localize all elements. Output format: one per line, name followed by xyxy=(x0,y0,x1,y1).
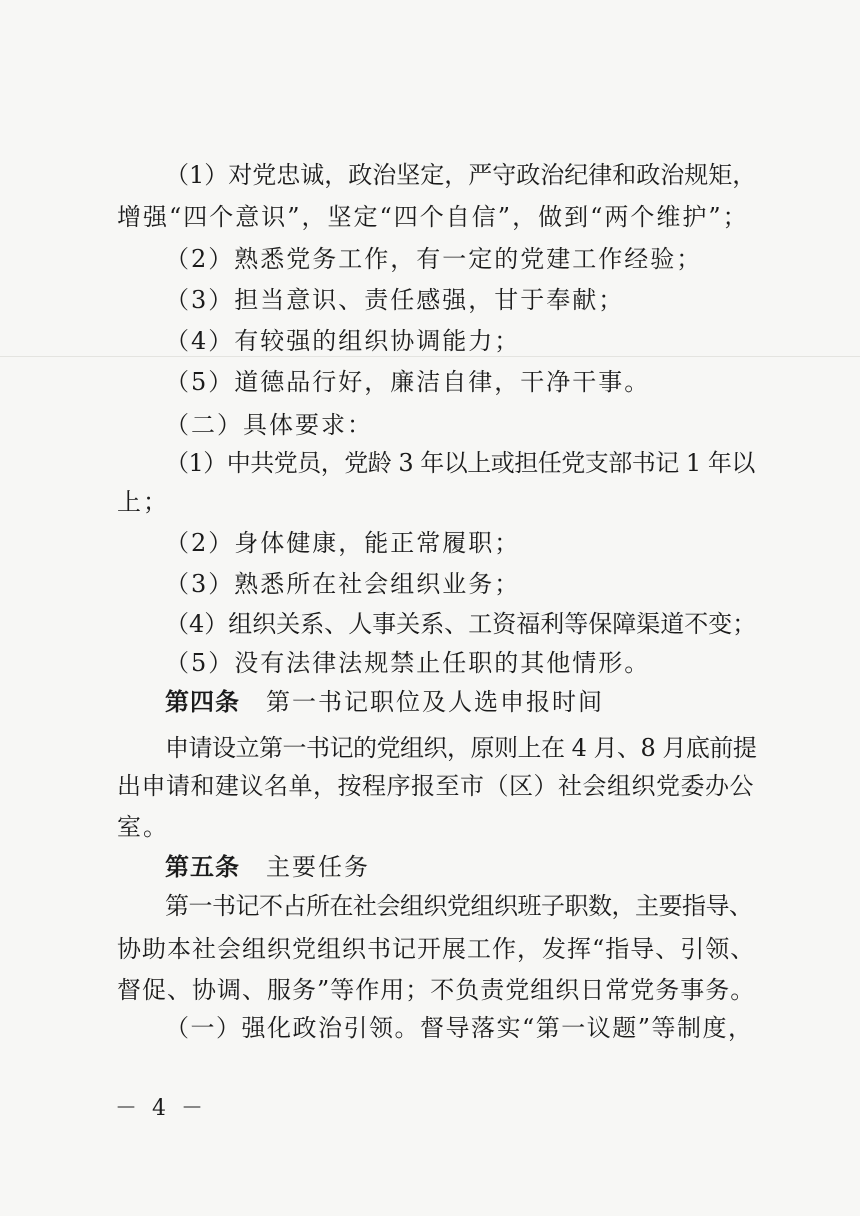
paragraph-line: 室。 xyxy=(117,813,169,841)
paragraph-line: 督促、协调、服务”等作用；不负责党组织日常党务事务。 xyxy=(117,976,756,1004)
paragraph-line: （5）没有法律法规禁止任职的其他情形。 xyxy=(165,649,651,677)
paragraph-line: 协助本社会组织党组织书记开展工作，发挥“指导、引领、 xyxy=(117,935,756,963)
paragraph-line: 第一书记不占所在社会组织党组织班子职数，主要指导、 xyxy=(165,892,753,920)
article-5-title: 主要任务 xyxy=(266,853,370,881)
paragraph-line: （5）道德品行好，廉洁自律，干净干事。 xyxy=(165,368,651,396)
article-4-title: 第一书记职位及人选申报时间 xyxy=(266,688,604,716)
paragraph-line: （一）强化政治引领。督导落实“第一议题”等制度， xyxy=(165,1014,754,1042)
paragraph-line: （1）中共党员，党龄 3 年以上或担任党支部书记 1 年以 xyxy=(165,449,755,477)
paragraph-line: 上； xyxy=(117,488,169,516)
paragraph-line: 增强“四个意识”，坚定“四个自信”，做到“两个维护”； xyxy=(117,203,749,231)
article-5-heading xyxy=(165,852,757,882)
section-subheading: （二）具体要求： xyxy=(165,411,373,439)
article-5-label: 第五条 xyxy=(165,853,240,881)
paragraph-line: （4）有较强的组织协调能力； xyxy=(165,327,521,355)
paragraph-line: （3）担当意识、责任感强，甘于奉献； xyxy=(165,286,625,314)
paragraph-line: （1）对党忠诚，政治坚定，严守政治纪律和政治规矩， xyxy=(165,161,757,189)
paragraph-line: （3）熟悉所在社会组织业务； xyxy=(165,570,521,598)
paragraph-line: （2）身体健康，能正常履职； xyxy=(165,529,521,557)
article-4-heading xyxy=(165,687,757,717)
scan-fold-line xyxy=(0,356,860,357)
paragraph-line: 出申请和建议名单，按程序报至市（区）社会组织党委办公 xyxy=(117,772,754,800)
paragraph-line: 申请设立第一书记的党组织，原则上在 4 月、8 月底前提 xyxy=(165,734,757,762)
page-number: － 4 － xyxy=(115,1096,207,1121)
paragraph-line: （4）组织关系、人事关系、工资福利等保障渠道不变； xyxy=(165,610,757,638)
paragraph-line: （2）熟悉党务工作，有一定的党建工作经验； xyxy=(165,245,703,273)
article-4-label: 第四条 xyxy=(165,688,240,716)
